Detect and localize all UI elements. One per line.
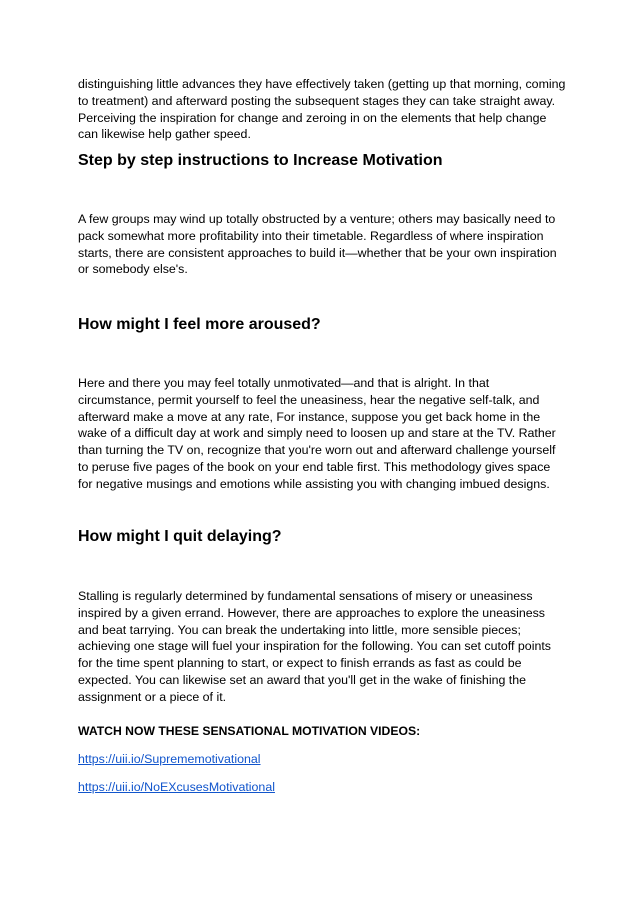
section-heading-quit-delaying: How might I quit delaying? — [78, 528, 282, 545]
section-heading-increase-motivation: Step by step instructions to Increase Motivation — [78, 152, 443, 169]
section-body-feel-aroused: Here and there you may feel totally unmotivated—and that is alright. In that circumstance, permit yourself to feel the uneasiness, hear the negative self-talk, and afterward make a move at any rate, For instance, suppose you get back home in the wake of a difficult day at work and simply need to loosen up and stare at the TV. Rather than turning the TV on, recognize that you're worn out and afterward challenge yourself to peruse five pages of the book on your end table first. This methodology gives space for negative musings and emotions while assisting you with changing imbued designs. — [78, 376, 556, 491]
section-body-quit-delaying: Stalling is regularly determined by fundamental sensations of misery or uneasiness inspired by a given errand. However, there are approaches to explore the uneasiness and beat tarrying. You can break the undertaking into little, more sensible pieces; achieving one stage will fuel your inspiration for the following. You can set cutoff points for the time spent planning to start, or expect to finish errands as fast as could be expected. You can likewise set an award that you'll get in the wake of finishing the assignment or a piece of it. — [78, 589, 551, 704]
section-heading-feel-aroused: How might I feel more aroused? — [78, 316, 321, 333]
videos-label: WATCH NOW THESE SENSATIONAL MOTIVATION VIDEOS: — [78, 724, 421, 738]
section-body-increase-motivation: A few groups may wind up totally obstructed by a venture; others may basically need to pack somewhat more profitability into their timetable. Regardless of where inspiration starts, there are consistent approaches to build it—whether that be your own inspiration or somebody else's. — [78, 212, 557, 277]
video-link-no-excuses-motivational[interactable]: https://uii.io/NoEXcusesMotivational — [78, 780, 275, 794]
intro-paragraph: distinguishing little advances they have effectively taken (getting up that morning, coming to treatment) and afterward posting the subsequent stages they can take straight away. Perceiving the inspiration for change and zeroing in on the elements that help change can likewise help gather speed. — [78, 77, 566, 142]
video-link-supreme-motivational[interactable]: https://uii.io/Suprememotivational — [78, 752, 261, 766]
